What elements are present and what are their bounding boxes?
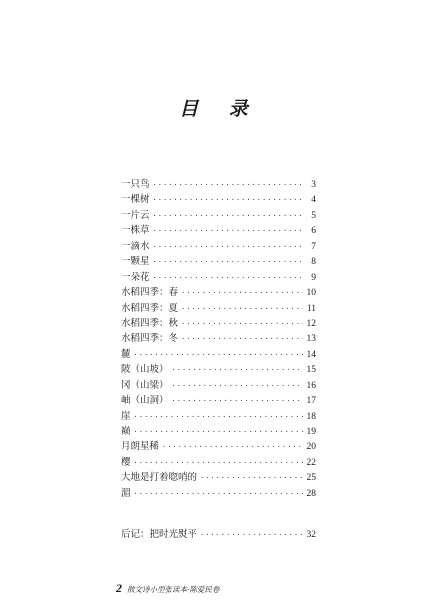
toc-entry xyxy=(121,316,316,331)
toc-entry xyxy=(121,439,316,454)
toc-entry-label: 陂（山坡） xyxy=(121,364,169,376)
toc-entry-label: 樱 xyxy=(121,456,131,468)
toc-entry-label: 冈（山梁） xyxy=(121,379,169,391)
toc-entry-label: 一朵花 xyxy=(121,271,150,283)
toc-entry-page: 5 xyxy=(311,210,316,221)
toc-afterword xyxy=(121,527,316,542)
toc-entry-page: 20 xyxy=(306,442,316,453)
toc-entry-page: 12 xyxy=(306,318,316,329)
toc-entry xyxy=(121,223,316,238)
page-title: 目 录 xyxy=(179,98,260,120)
toc-entry xyxy=(121,455,316,470)
toc-entry-page: 14 xyxy=(306,349,316,360)
toc-entry-page: 13 xyxy=(306,334,316,345)
toc-entry xyxy=(121,254,316,269)
toc-entry-label: 巅 xyxy=(121,426,131,437)
toc-entry-page: 9 xyxy=(311,272,316,283)
toc-entry xyxy=(121,362,316,377)
toc-entry-label: 月朗星稀 xyxy=(121,441,160,453)
dot-leader xyxy=(200,528,303,543)
dot-leader xyxy=(162,440,303,455)
toc-entry-page: 17 xyxy=(306,396,316,407)
toc-entry-label: 一株草 xyxy=(121,225,150,237)
toc-entry-page: 4 xyxy=(311,195,316,206)
toc-entry-page: 6 xyxy=(311,226,316,237)
toc-list xyxy=(121,177,316,501)
toc-entry-page: 18 xyxy=(306,411,316,422)
toc-entry xyxy=(121,192,316,207)
toc-entry xyxy=(121,424,316,439)
page-footer xyxy=(116,581,219,596)
dot-leader xyxy=(181,286,303,301)
toc-entry-label: 水稻四季：春 xyxy=(121,287,179,299)
toc-entry-page: 10 xyxy=(306,288,316,299)
toc-entry xyxy=(121,301,316,316)
toc-entry-label: 崖 xyxy=(121,410,131,422)
dot-leader xyxy=(181,302,303,317)
dot-leader xyxy=(134,425,303,440)
dot-leader xyxy=(153,224,303,239)
series-title: 散文诗小型张读本·陈爱民卷 xyxy=(127,585,220,594)
dot-leader xyxy=(134,456,303,471)
toc-entry xyxy=(121,393,316,408)
toc-entry-page: 8 xyxy=(311,257,316,268)
toc-entry xyxy=(121,347,316,362)
toc-entry-afterword xyxy=(121,527,316,542)
toc-entry-page: 16 xyxy=(306,380,316,391)
dot-leader xyxy=(153,271,303,286)
dot-leader xyxy=(181,332,303,347)
toc-entry-label: 一颗星 xyxy=(121,256,150,268)
toc-entry xyxy=(121,239,316,254)
toc-entry-page: 15 xyxy=(306,365,316,376)
toc-entry xyxy=(121,409,316,424)
toc-entry xyxy=(121,470,316,485)
toc-entry-label: 后记：把时光熨平 xyxy=(121,529,198,540)
toc-entry-label: 水稻四季：冬 xyxy=(121,333,179,345)
toc-entry-page: 7 xyxy=(311,241,316,252)
dot-leader xyxy=(172,363,303,378)
toc-entry-label: 一只鸟 xyxy=(121,179,150,190)
toc-entry-label: 湄 xyxy=(121,487,131,499)
dot-leader xyxy=(134,410,303,425)
dot-leader xyxy=(172,379,303,394)
dot-leader xyxy=(153,193,303,208)
dot-leader xyxy=(134,348,303,363)
toc-entry-page: 11 xyxy=(306,303,316,314)
toc-entry-label: 一片云 xyxy=(121,209,150,221)
toc-entry xyxy=(121,270,316,285)
toc-entry-label: 水稻四季：秋 xyxy=(121,317,179,329)
toc-entry-label: 一滴水 xyxy=(121,240,150,252)
dot-leader xyxy=(200,471,303,486)
dot-leader xyxy=(153,209,303,224)
toc-entry-label: 岫（山洞） xyxy=(121,395,169,407)
toc-entry xyxy=(121,177,316,192)
dot-leader xyxy=(153,255,303,270)
toc-entry-page: 25 xyxy=(306,473,316,484)
toc-entry-label: 大地是打着唿哨的 xyxy=(121,472,198,484)
dot-leader xyxy=(172,394,303,409)
dot-leader xyxy=(153,178,303,193)
toc-entry xyxy=(121,378,316,393)
toc-entry-label: 水稻四季：夏 xyxy=(121,302,179,314)
toc-entry xyxy=(121,208,316,223)
toc-entry xyxy=(121,285,316,300)
dot-leader xyxy=(181,317,303,332)
toc-entry xyxy=(121,331,316,346)
toc-entry-page: 28 xyxy=(306,488,316,499)
dot-leader xyxy=(134,487,303,502)
dot-leader xyxy=(153,240,303,255)
toc-entry-label: 一棵树 xyxy=(121,194,150,206)
toc-entry xyxy=(121,486,316,501)
toc-entry-page: 22 xyxy=(306,457,316,468)
toc-entry-page: 32 xyxy=(306,530,316,540)
toc-entry-page: 3 xyxy=(311,180,316,190)
toc-entry-label: 麓 xyxy=(121,348,131,360)
toc-entry-page: 19 xyxy=(306,427,316,437)
page-folio: 2 xyxy=(116,581,122,595)
